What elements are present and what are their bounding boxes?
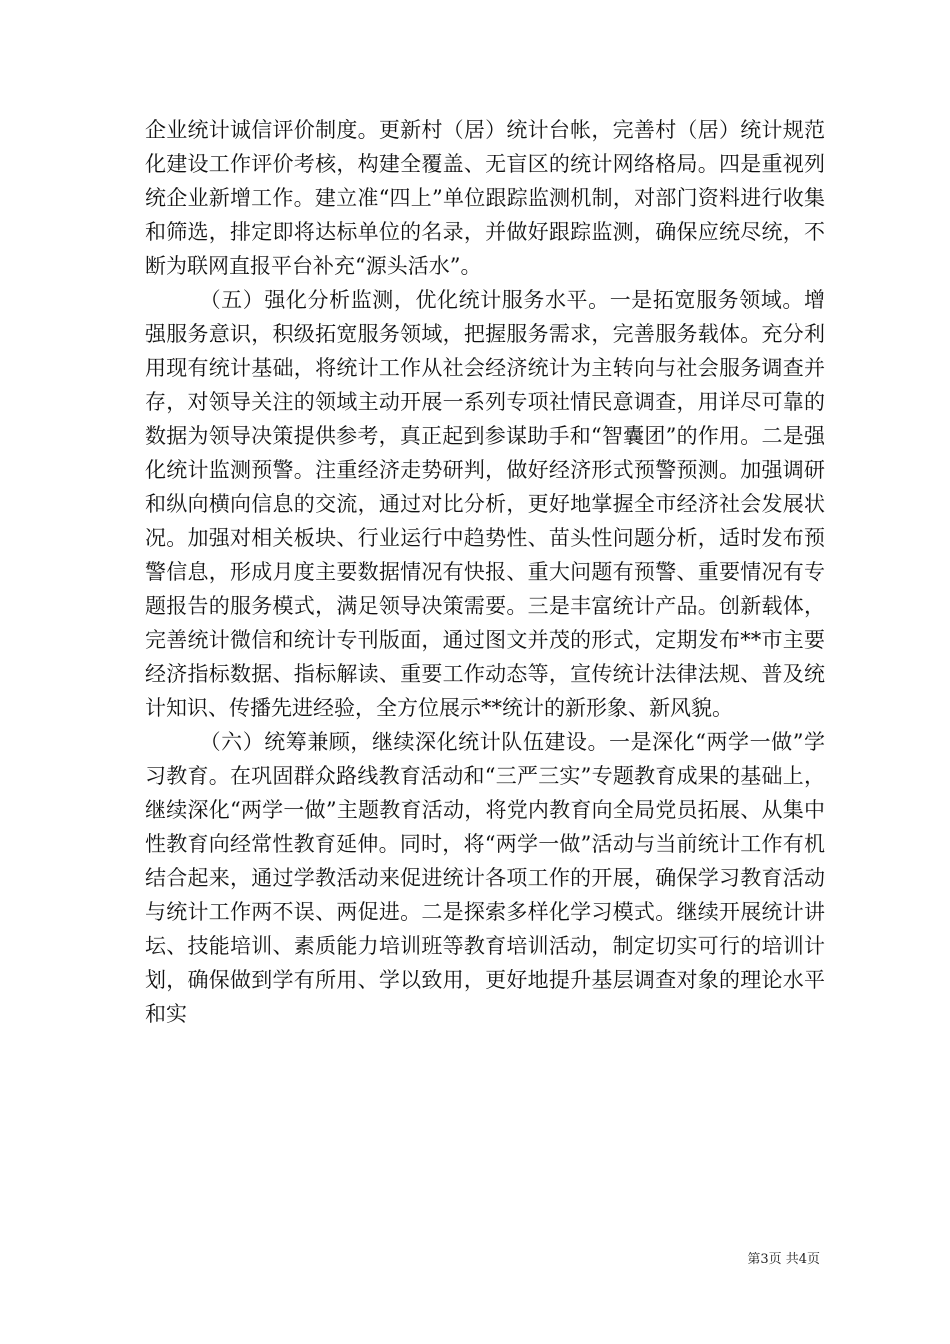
paragraph-continuation: 企业统计诚信评价制度。更新村（居）统计台帐，完善村（居）统计规范化建设工作评价考核，构建全覆盖、无盲区的统计网络格局。四是重视列统企业新增工作。建立准“四上”单位跟踪监测机制，对部门资料进行收集和筛选，排定即将达标单位的名录，并做好跟踪监测，确保应统尽统，不断为联网直报平台补充“源头活水”。	[145, 118, 825, 278]
page-footer: 第3页 共4页	[747, 1252, 820, 1267]
paragraph-section-five: （五）强化分析监测，优化统计服务水平。一是拓宽服务领域。增强服务意识，积级拓宽服务领域，把握服务需求，完善服务载体。充分利用现有统计基础，将统计工作从社会经济统计为主转向与社会服务调查并存，对领导关注的领域主动开展一系列专项社情民意调查，用详尽可靠的数据为领导决策提供参考，真正起到参谋助手和“智囊团”的作用。二是强化统计监测预警。注重经济走势研判，做好经济形式预警预测。加强调研和纵向横向信息的交流，通过对比分析，更好地掌握全市经济社会发展状况。加强对相关板块、行业运行中趋势性、苗头性问题分析，适时发布预警信息，形成月度主要数据情况有快报、重大问题有预警、重要情况有专题报告的服务模式，满足领导决策需要。三是丰富统计产品。创新载体，完善统计微信和统计专刊版面，通过图文并茂的形式，定期发布**市主要经济指标数据、指标解读、重要工作动态等，宣传统计法律法规、普及统计知识、传播先进经验，全方位展示**统计的新形象、新风貌。	[145, 288, 825, 720]
document-body	[145, 113, 825, 1031]
paragraph-section-six: （六）统筹兼顾，继续深化统计队伍建设。一是深化“两学一做”学习教育。在巩固群众路线教育活动和“三严三实”专题教育成果的基础上，继续深化“两学一做”主题教育活动，将党内教育向全局党员拓展、从集中性教育向经常性教育延伸。同时，将“两学一做”活动与当前统计工作有机结合起来，通过学教活动来促进统计各项工作的开展，确保学习教育活动与统计工作两不误、两促进。二是探索多样化学习模式。继续开展统计讲坛、技能培训、素质能力培训班等教育培训活动，制定切实可行的培训计划，确保做到学有所用、学以致用，更好地提升基层调查对象的理论水平和实	[145, 730, 825, 1026]
